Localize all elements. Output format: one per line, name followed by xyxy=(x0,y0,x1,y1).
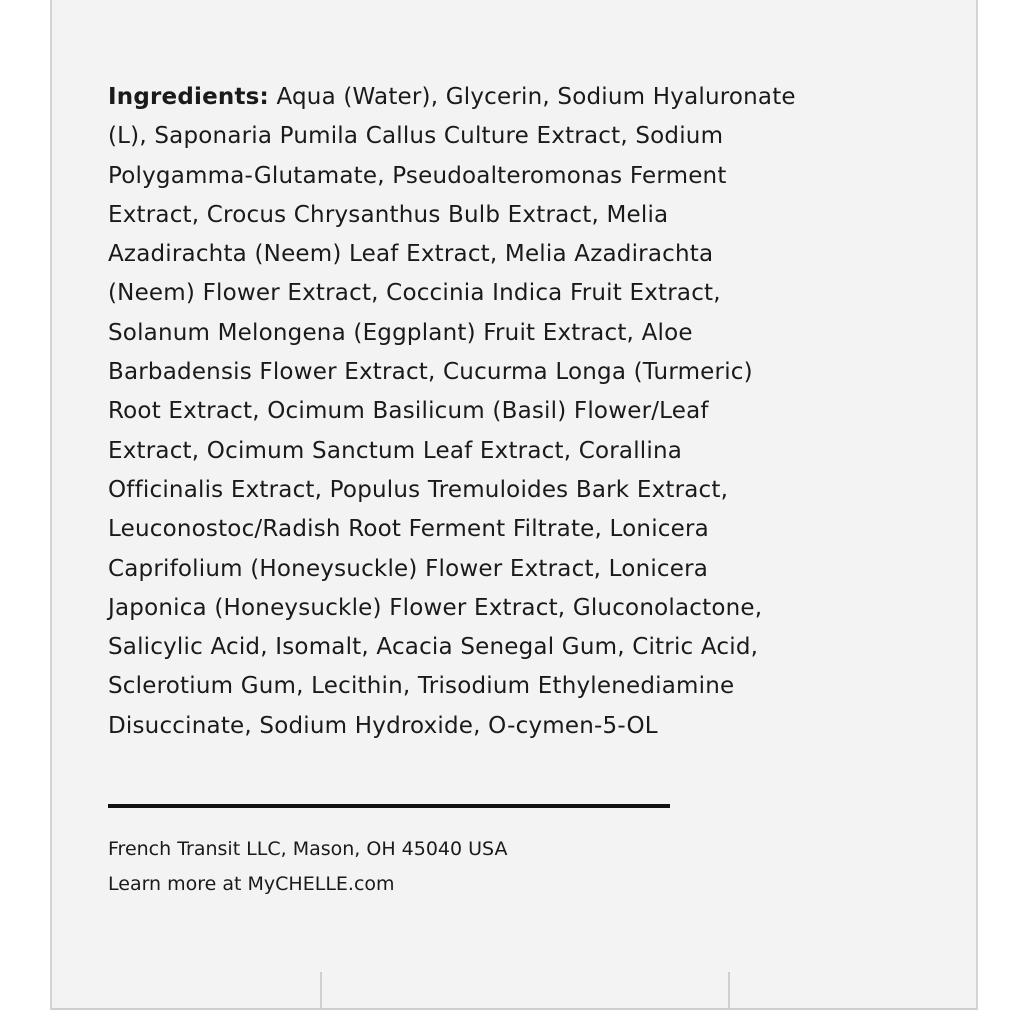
website-note: Learn more at MyCHELLE.com xyxy=(108,873,395,895)
divider-rule xyxy=(108,804,670,808)
ingredient-line: Root Extract, Ocimum Basilicum (Basil) Flower/Leaf xyxy=(108,398,709,425)
ingredient-line: Japonica (Honeysuckle) Flower Extract, Gluconolactone, xyxy=(108,594,763,621)
ingredient-line: Sclerotium Gum, Lecithin, Trisodium Ethylenediamine xyxy=(108,673,735,700)
ingredient-line: Azadirachta (Neem) Leaf Extract, Melia Azadirachta xyxy=(108,241,714,268)
ingredient-line: (L), Saponaria Pumila Callus Culture Extract, Sodium xyxy=(108,123,724,150)
ingredient-line xyxy=(108,78,908,117)
ingredient-line: Leuconostoc/Radish Root Ferment Filtrate, Lonicera xyxy=(108,516,709,543)
ingredient-line: Caprifolium (Honeysuckle) Flower Extract, Lonicera xyxy=(108,555,709,582)
ingredient-line: Officinalis Extract, Populus Tremuloides Bark Extract, xyxy=(108,476,729,503)
ingredient-line: Salicylic Acid, Isomalt, Acacia Senegal Gum, Citric Acid, xyxy=(108,634,759,661)
manufacturer-info xyxy=(108,832,507,902)
ingredient-line: Extract, Ocimum Sanctum Leaf Extract, Corallina xyxy=(108,437,683,464)
ingredient-line: Disuccinate, Sodium Hydroxide, O-cymen-5-OL xyxy=(108,712,658,739)
ingredient-line: Barbadensis Flower Extract, Cucurma Longa (Turmeric) xyxy=(108,359,753,386)
ingredient-line-text: Aqua (Water), Glycerin, Sodium Hyaluronate xyxy=(276,84,796,110)
ingredient-line: Polygamma-Glutamate, Pseudoalteromonas Ferment xyxy=(108,162,727,189)
ingredient-line: Extract, Crocus Chrysanthus Bulb Extract, Melia xyxy=(108,201,669,228)
ingredients-list xyxy=(108,78,908,746)
tab-crease-right xyxy=(728,972,730,1010)
ingredients-heading: Ingredients: xyxy=(108,84,269,110)
tab-crease-left xyxy=(320,972,322,1010)
ingredient-line: Solanum Melongena (Eggplant) Fruit Extract, Aloe xyxy=(108,319,693,346)
ingredient-line: (Neem) Flower Extract, Coccinia Indica Fruit Extract, xyxy=(108,280,721,307)
manufacturer-address: French Transit LLC, Mason, OH 45040 USA xyxy=(108,838,508,860)
